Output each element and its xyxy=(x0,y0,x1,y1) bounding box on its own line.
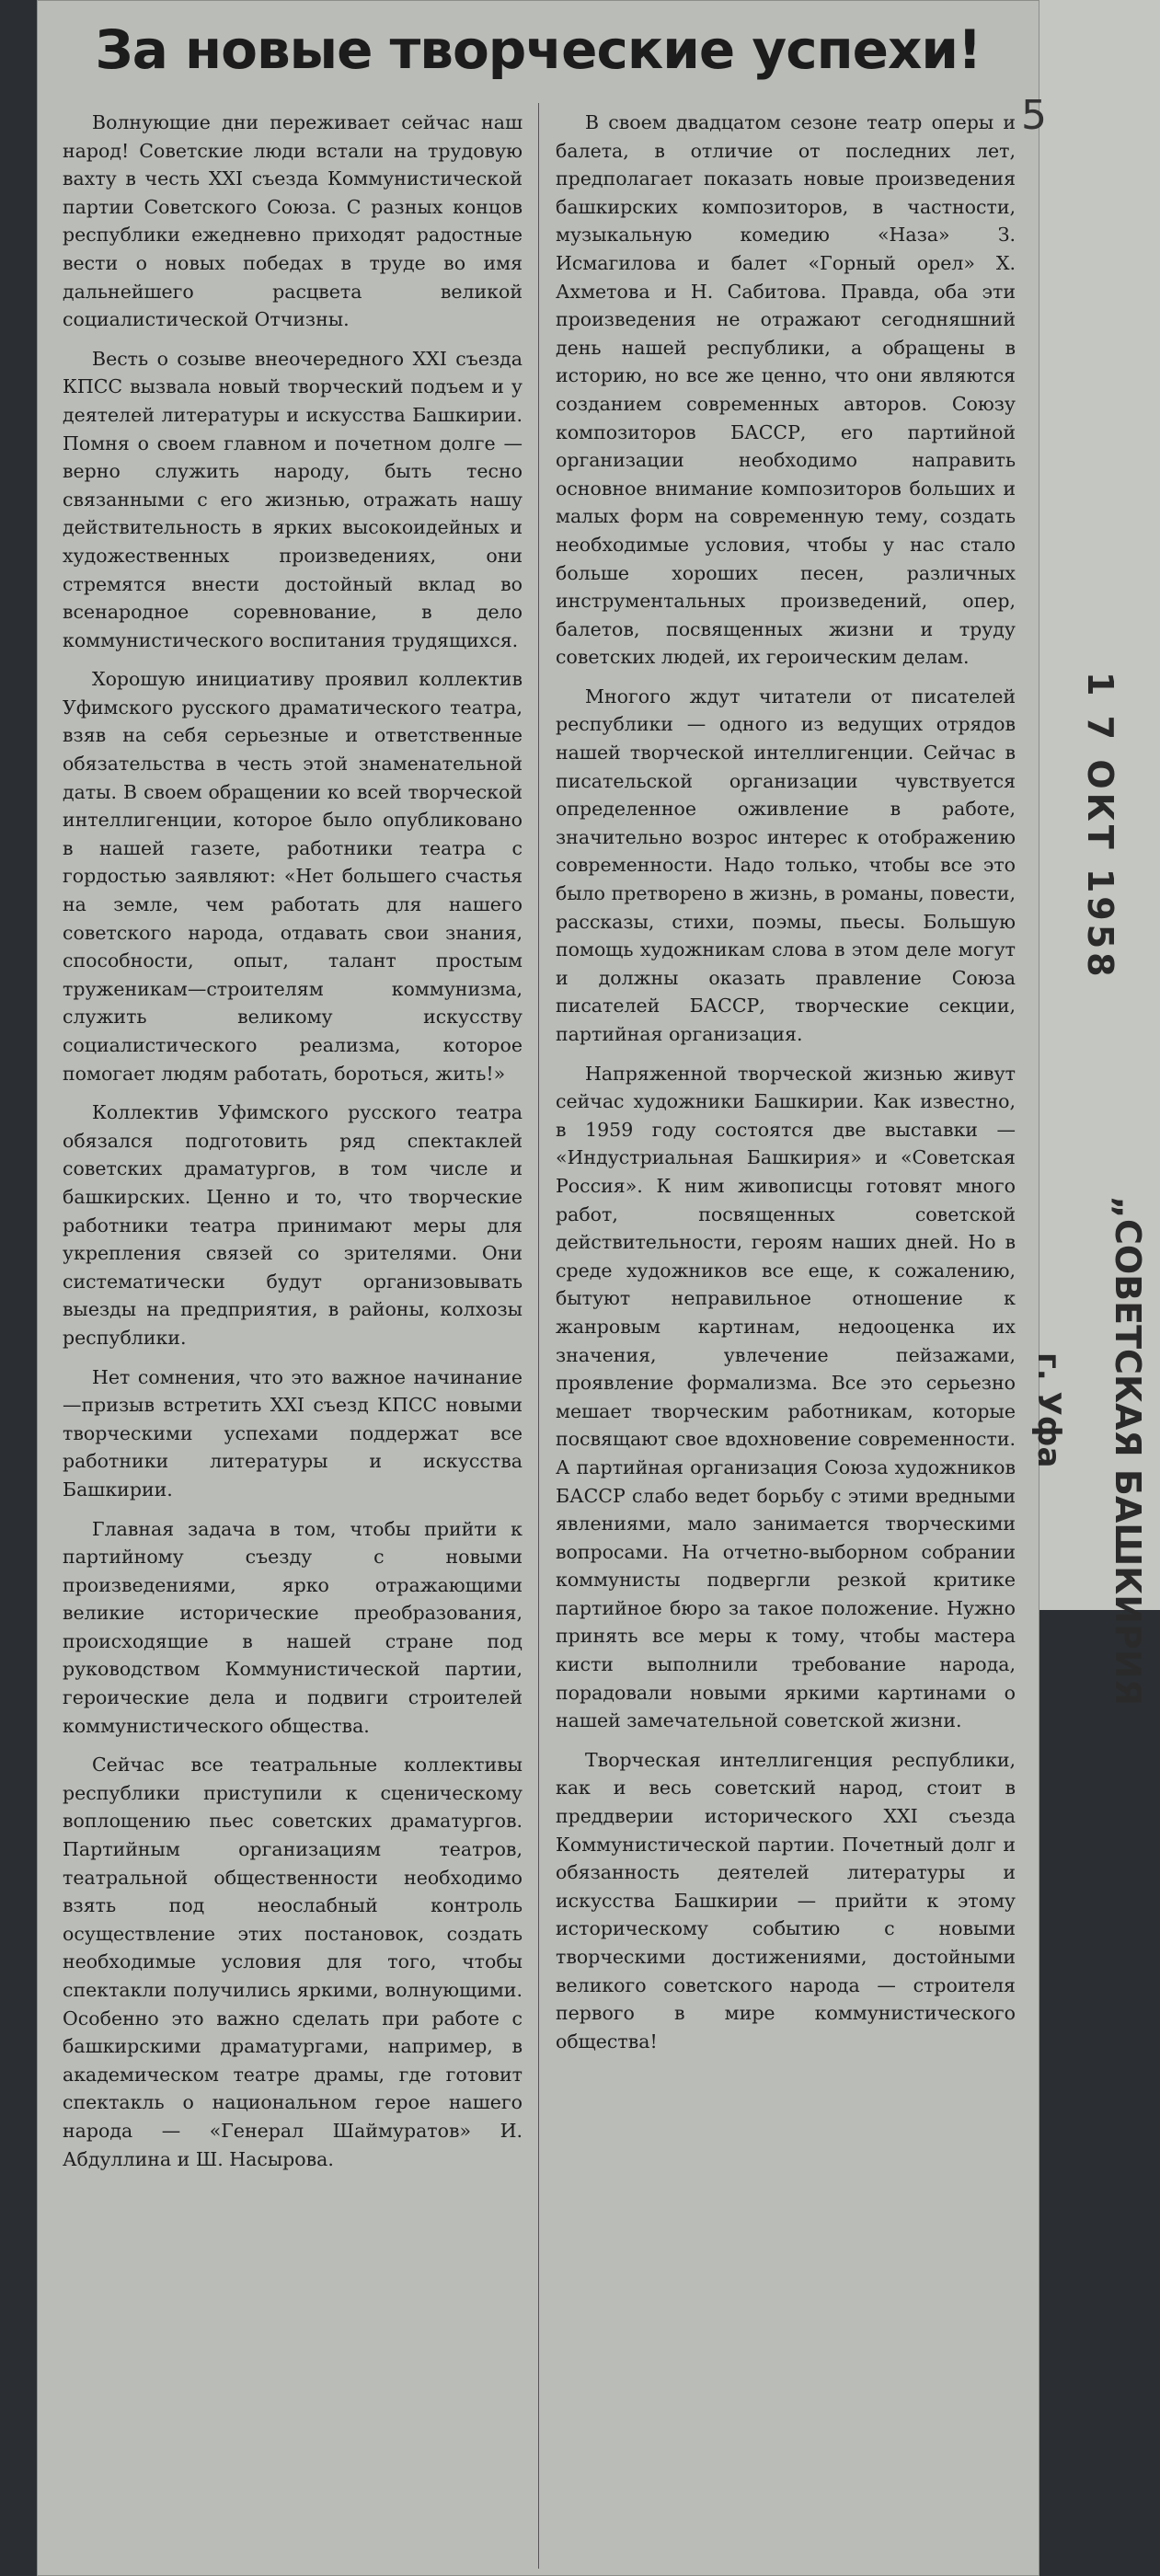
paragraph: Нет сомнения, что это важное начинание—призыв встретить XXI съезд КПСС новыми творческими успехами поддержат все работники литературы и искусства Башкирии. xyxy=(63,1365,523,1501)
paragraph: Хорошую инициативу проявил коллектив Уфимского русского драматического театра, взяв на себя серьезные и ответственные обязательства в честь этой знаменательной даты. В своем обращении ко всей творческой интеллигенции, которое было опубликовано в нашей газете, работники театра с гордостью заявляют: «Нет большего счастья на земле, чем работать для нашего советского народа, отдавать свои знания, способности, опыт, талант простым труженикам—строителям коммунизма, служить великому искусству социалистического реализма, которое помогает людям работать, бороться, жить!» xyxy=(63,668,523,1085)
page-number: 5 xyxy=(1021,92,1047,139)
column-divider xyxy=(538,103,539,2569)
paragraph: Главная задача в том, чтобы прийти к партийному съезду с новыми произведениями, ярко отражающими великие исторические преобразования, происходящие в нашей стране под руководством Коммунистической партии, героические дела и подвиги строителей коммунистического общества. xyxy=(63,1517,523,1737)
date-stamp: 1 7 ОКТ 1958 xyxy=(1080,672,1120,981)
paragraph: В своем двадцатом сезоне театр оперы и балета, в отличие от последних лет, предполагает показать новые произведения башкирских композиторов, в частности, музыкальную комедию «Наза» З. Исмагилова и балет «Горный орел» Х. Ахметова и Н. Сабитова. Правда, оба эти произведения не отражают сегодняшний день нашей республики, а обращены в историю, но все же ценно, что они являются созданием современных авторов. Союзу композиторов БАССР, его партийной организации необходимо направить основное внимание композиторов больших и малых форм на современную тему, создать необходимые условия, чтобы у нас стало больше хороших песен, различных инструментальных произведений, опер, балетов, посвященных жизни и труду советских людей, их героическим делам. xyxy=(556,111,1016,669)
city-stamp: г. Уфа xyxy=(1030,1352,1067,1468)
paragraph: Многого ждут читатели от писателей республики — одного из ведущих отрядов нашей творческой интеллигенции. Сейчас в писательской организации чувствуется определенное оживление в работе, значительно возрос интерес к отображению современности. Надо только, чтобы все это было претворено в жизнь, в романы, повести, рассказы, стихи, поэмы, пьесы. Большую помощь художникам слова в этом деле могут и должны оказать правление Союза писателей БАССР, творческие секции, партийная организация. xyxy=(556,684,1016,1045)
paragraph: Сейчас все театральные коллективы республики приступили к сценическому воплощению пьес советских драматургов. Партийным организациям театров, театральной общественности необходимо взять под неослабный контроль осуществление этих постановок, создать необходимые условия для того, чтобы спектакли получились яркими, волнующими. Особенно это важно сделать при работе с башкирскими драматургами, например, в академическом театре драмы, где готовит спектакль о национальном герое нашего народа — «Генерал Шаймуратов» И. Абдуллина и Ш. Насырова. xyxy=(63,1754,523,2170)
paragraph: Напряженной творческой жизнью живут сейчас художники Башкирии. Как известно, в 1959 году состоятся две выставки — «Индустриальная Башкирия» и «Советская Россия». К ним живописцы готовят много работ, посвященных советской действительности, героям наших дней. Но в среде художников все еще, к сожалению, бытуют неправильное отношение к жанровым картинам, недооценка их значения, увлечение пейзажами, проявление формализма. Все это серьезно мешает творческим работникам, которые посвящают свое вдохновение современности. А партийная организация Союза художников БАССР слабо ведет борьбу с этими вредными явлениями, мало занимается творческими вопросами. На отчетно-выборном собрании коммунисты подвергли резкой критике партийное бюро за такое положение. Нужно принять все меры к тому, чтобы мастера кисти выполнили требование народа, порадовали новыми яркими картинами о нашей замечательной советской жизни. xyxy=(556,1062,1016,1732)
paragraph: Творческая интеллигенция республики, как и весь советский народ, стоит в преддверии исторического XXI съезда Коммунистической партии. Почетный долг и обязанность деятелей литературы и искусства Башкирии — прийти к этому историческому событию с новыми творческими достижениями, достойными великого советского народа — строителя первого в мире коммунистического общества! xyxy=(556,1748,1016,2053)
right-column xyxy=(556,109,1016,2066)
paragraph: Весть о созыве внеочередного XXI съезда КПСС вызвала новый творческий подъем и у деятелей литературы и искусства Башкирии. Помня о своем главном и почетном долге — верно служить народу, быть тесно связанными с его жизнью, отражать нашу действительность в ярких высокоидейных и художественных произведениях, они стремятся внести достойный вклад во всенародное соревнование, в дело коммунистического воспитания трудящихся. xyxy=(63,347,523,651)
paragraph: Волнующие дни переживает сейчас наш народ! Советские люди встали на трудовую вахту в честь XXI съезда Коммунистической партии Советского Союза. С разных концов республики ежедневно приходят радостные вести о новых победах в труде во имя дальнейшего расцвета великой социалистической Отчизны. xyxy=(63,111,523,331)
article-title: За новые творческие успехи! xyxy=(95,18,982,81)
source-stamp: „СОВЕТСКАЯ БАШКИРИЯ xyxy=(1108,1196,1148,1706)
left-column xyxy=(63,109,523,2184)
paragraph: Коллектив Уфимского русского театра обязался подготовить ряд спектаклей советских драматургов, в том числе и башкирских. Ценно и то, что творческие работники театра принимают меры для укрепления связей со зрителями. Они систематически будут организовывать выезды на предприятия, в районы, колхозы республики. xyxy=(63,1101,523,1349)
